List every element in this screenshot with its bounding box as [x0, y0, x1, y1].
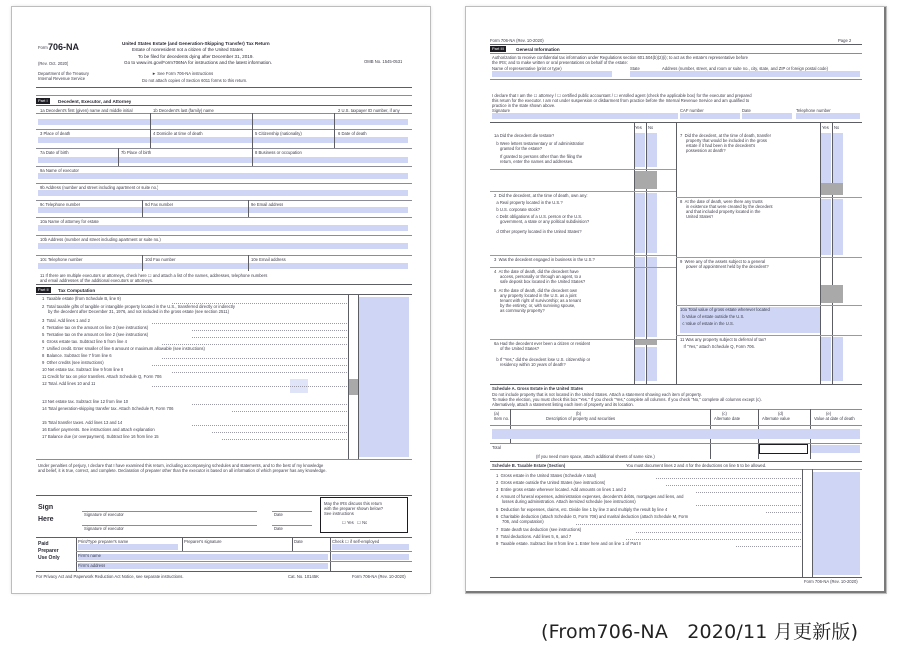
- part2-tag: Part II: [38, 287, 49, 292]
- schedule-b-title: Schedule B. Taxable Estate (Section): [492, 463, 566, 468]
- form-page-2: Form 706-NA (Rev. 10-2020) Page 2 Part III General Information Authorization to receive confidential tax information under Regulations section 601.504(b)(2)(i); to act as the estate's representative before the IRS; and to make written or oral presentations on behalf of the estate: Name of representative (print or type) State Address (number, street, and room or suite no., city, state, and ZIP or foreign postal code) I declare that I am the ☐ attorney / ☐ certified public accountant / ☐ enrolled agent (check the applicable box) for the executor and prepared this return for the executor. I am not under suspension or disbarment from practice before the Internal Revenue Service and am qualified to practice in the state shown above. Signature CAF number Date Telephone number Yes No Yes No 1a Did the decedent die testate? b Were letters testamentary or of administration granted for the estate? If granted to persons other than the filing the return, enter the names and addresses. 2 Did the decedent, at the time of death, own any: a Real property located in the U.S.? b U.S. corporate stock? c Debt obligations of a U.S. person or the U.S. government, a state or any political subdivision? d Other property located in the United States? 3 Was the decedent engaged in business in the U.S.? 4 At the date of death, did the decedent have access, personally or through an agent, to a safe deposit box located in the United States? 5 At the date of death, did the decedent own any property located in the U.S. as a joint tenant with right of survivorship; as a tenant by the entirety; or, with surviving spouse, as community property? 6a Had the decedent ever been a citizen or resident of the United States? b If "Yes," did the decedent lose U.S. citizenship or residency within 10 years of death? 7 Did the decedent, at the time of death, transfer property that would be included in the gross estate if it had been in the decedent's possession at death? 8 At the date of death, were there any trusts in existence that were created by the decedent and that included property located in the United States? 9 Were any of the assets subject to a general power of appointment held by the decedent? 10a Total value of gross estate wherever located b Value of estate outside the U.S. c Value of estate in the U.S. 11 Was any property subject to deferral of tax? If "Yes," attach Schedule Q, Form 706. Schedule A. Gross Estate in the United States Do not include property that is not located in the United States. Attach a statement showing each item of property. To make the election, you must check this box "Yes." If you check "Yes," complete all columns. If you check "No," complete all columns except (c). Alternatively, attach a statement listing each item of property and its location. (a) Item no. (b) Description of property and securities (c) Alternate date (d) Alternate value (e) Value at date of death Total (If you need more space, attach additional sheets of same size.) Schedule B. Taxable Estate (Section) You must document lines 2 and 4 for the deductions on line 5 to be allowed. 1 Gross estate in the United States (Schedule A total) 2 Gross estate outside the United States (see instructions) 3 Entire gross estate wherever located. Add amounts on lines 1 and 2 4 Amount of funeral expenses, administration expenses, decedent's debts, mortgages and liens, and losses during administration. Attach itemized schedule (see instructions) 5 Deduction for expenses, claims, etc. Divide line 1 by line 3 and multiply the result by line 4 6 Charitable deduction (attach Schedule O, Form 706) and marital deduction (attach Schedule M, Form 706, and computation) 7 State death tax deduction (see instructions) 8 Total deductions. Add lines 5, 6, and 7 9 Taxable estate. Subtract line 8 from line 1. Enter here and on line 1 of Part II Form 706-NA (Rev. 10-2020): [466, 7, 886, 593]
- yes-header-right: Yes: [822, 125, 829, 130]
- form-instructions-note: Go to www.irs.gov/Form706NA for instructions and the latest information.: [124, 60, 273, 65]
- total-alternate-value-cell: [759, 444, 808, 454]
- form-page-1: 706-NA Form (Rev. Oct. 2020) Department of the Treasury Internal Revenue Service United States Estate (and Generation-Skipping Transfer) Tax Return Estate of nonresident not a citizen of the United States To be filed for decedents dying after December 31, 2019. Go to www.irs.gov/Form706NA for instructions and the latest information. ► See Form 706-NA instructions Do not attach copies of Section 6011 forms to this return. OMB No. 1545-0531 Part I Decedent, Executor, and Attorney 1a Decedent's first (given) name and middle initial 1b Decedent's last (family) name 2 U.S. taxpayer ID number, if any 3 Place of death 4 Domicile at time of death 5 Citizenship (nationality) 6 Date of death 7a Date of birth 7b Place of birth 8 Business or occupation 9a Name of executor 9b Address (number and street including apartment or suite no.) 9c Telephone number 9d Fax number 9e Email address 10a Name of attorney for estate 10b Address (number and street including apartment or suite no.) 10c Telephone number 10d Fax number 10e Email address 11 If there are multiple executors or attorneys, check here ☐ and attach a list of the names, addresses, telephone numbers and email addresses of the additional executors or attorneys. Part II Tax Computation 1 Taxable estate (from Schedule B, line 9) 2 Total taxable gifts of tangible or intangible property located in the U.S., transferred directly or indirectly by the decedent after December 31, 1976, and not included in the gross estate (see section 2511) 3 Total. Add lines 1 and 2 4 Tentative tax on the amount on line 3 (see instructions) 5 Tentative tax on the amount on line 2 (see instructions) 6 Gross estate tax. Subtract line 5 from line 4 7 Unified credit. Enter smaller of line 6 amount or maximum allowable (see instructions) 8 Balance. Subtract line 7 from line 6 9 Other credits (see instructions) 10 Net estate tax. Subtract line 9 from line 8 11 Credit for tax on prior transfers. Attach Schedule Q, Form 706 12 Total. Add lines 10 and 11 13 Net estate tax. Subtract line 12 from line 10 14 Total generation-skipping transfer tax. Attach Schedule R, Form 706 15 Total transfer taxes. Add lines 13 and 14 16 Earlier payments. See instructions and attach explanation 17 Balance due (or overpayment). Subtract line 16 from line 15 Under penalties of perjury, I declare that I have examined this return, including accompanying schedules and statements, and to the best of my knowledge and belief, it is true, correct, and complete. Declaration of preparer other than the executor is based on all information of which preparer has any knowledge. Sign Here Signature of executor Signature of executor Date Date May the IRS discuss this return with the preparer shown below? See instructions ☐ Yes ☐ No Paid Preparer Use Only Print/Type preparer's name Preparer's signature Date Check ☐ if self-employed Firm's name Firm's address For Privacy Act and Paperwork Reduction Act Notice, see separate instructions. Cat. No. 10145K Form 706-NA (Rev. 10-2020): [12, 7, 430, 593]
- part3-tag: Part III: [492, 46, 504, 51]
- here-label: Here: [38, 516, 54, 523]
- use-only-label: Use Only: [38, 555, 60, 561]
- paid-label: Paid: [38, 541, 49, 547]
- part1-tag: Part I: [38, 98, 48, 103]
- form-title: United States Estate (and Generation-Skipping Transfer) Tax Return: [122, 41, 270, 46]
- caption: (From706-NA 2020/11 月更新版): [541, 621, 859, 643]
- no-header-left: No: [648, 125, 654, 130]
- schedule-a-title: Schedule A. Gross Estate in the United States: [492, 386, 584, 391]
- part2-title: Tax Computation: [58, 288, 96, 293]
- preparer-label: Preparer: [38, 548, 59, 554]
- sign-label: Sign: [38, 504, 54, 511]
- part1-title: Decedent, Executor, and Attorney: [58, 99, 132, 104]
- form-date-note: To be filed for decedents dying after December 31, 2019.: [138, 54, 254, 59]
- form-number: 706-NA: [48, 42, 80, 52]
- yes-header-left: Yes: [635, 125, 642, 130]
- part3-title: General Information: [516, 47, 560, 52]
- no-header-right: No: [834, 125, 840, 130]
- form-subtitle: Estate of nonresident not a citizen of the United States: [132, 47, 243, 52]
